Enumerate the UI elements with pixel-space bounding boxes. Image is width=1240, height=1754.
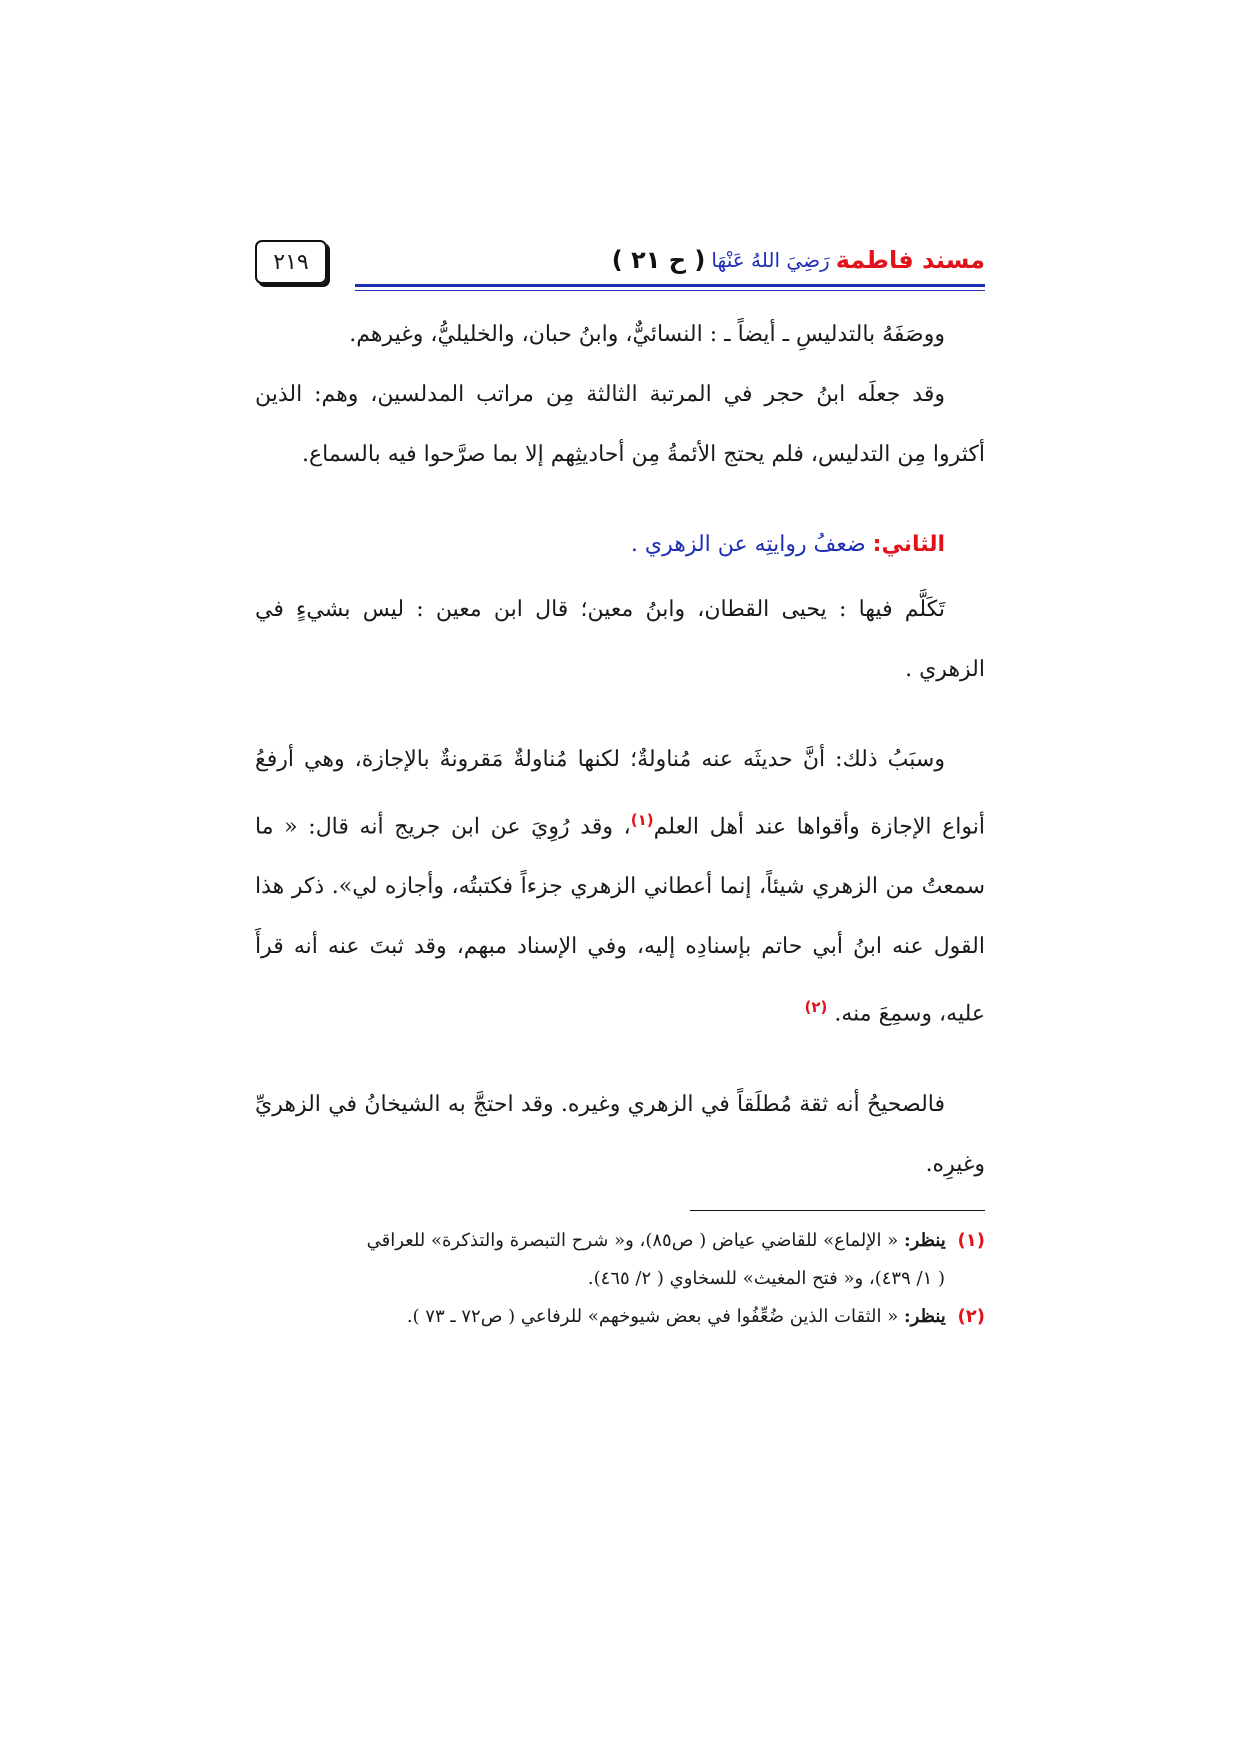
header-rule-thin — [355, 290, 985, 291]
footnote-marker[interactable]: (٢) — [804, 998, 828, 1017]
footnote-lead: ينظر: — [904, 1230, 946, 1251]
footnote-separator — [690, 1210, 985, 1211]
footnote-number: (٢) — [957, 1306, 985, 1327]
honorific: رَضِيَ اللهُ عَنْهَا — [711, 248, 830, 272]
page-number-box — [255, 240, 327, 284]
paragraph: ووصَفَهُ بالتدليسِ ـ أيضاً ـ : النسائيٌّ، وابنُ حبان، والخليليُّ، وغيرهم. — [349, 322, 945, 347]
running-header — [255, 240, 985, 290]
paragraph: وقد جعلَه ابنُ حجر في المرتبة الثالثة مِن مراتب المدلسين، وهم: الذين أكثروا مِن التدليس، فلم يحتج الأئمةُ مِن أحاديثِهم إلا بما صرَّحوا فيه بالسماع. — [255, 382, 985, 467]
footnote — [255, 1298, 985, 1336]
footnotes — [255, 1222, 985, 1336]
hadith-number: ( ح ٢١ ) — [611, 246, 706, 274]
section-title: ضعفُ روايتِه عن الزهري . — [630, 532, 866, 557]
section-label: الثاني: — [872, 532, 945, 557]
paragraph-text: ، وقد رُوِيَ عن ابن جريج أنه قال: « ما سمعتُ من الزهري شيئاً، إنما أعطاني الزهري جزءاً فكتبتُه، وأجازه لي». ذكر هذا القول عنه ابنُ أبي حاتم بإسنادِه إليه، وفي الإسناد مبهم، وقد ثبتَ عنه أنه قرأَ عليه، وسمِعَ منه. — [255, 814, 985, 1027]
footnote-continuation: ( ١/ ٤٣٩)، و« فتح المغيث» للسخاوي ( ٢/ ٤٦٥). — [587, 1268, 945, 1289]
header-rule — [355, 284, 985, 287]
paragraph: فالصحيحُ أنه ثقة مُطلَقاً في الزهري وغيره. وقد احتجَّ به الشيخانُ في الزهريِّ وغيرِه. — [255, 1091, 985, 1177]
footnote-number: (١) — [957, 1230, 985, 1251]
paragraph — [255, 730, 985, 1045]
paragraph: تَكَلَّم فيها : يحيى القطان، وابنُ معين؛ قال ابن معين : ليس بشيءٍ في الزهري . — [255, 597, 985, 682]
page-number: ٢١٩ — [273, 249, 309, 275]
footnote-text: « الثقات الذين ضُعِّفُوا في بعض شيوخهم» للرفاعي ( ص٧٢ ـ ٧٣ ). — [406, 1306, 899, 1327]
footnote-lead: ينظر: — [904, 1306, 946, 1327]
running-head — [612, 240, 985, 280]
footnote-marker[interactable]: (١) — [630, 811, 654, 829]
footnote — [255, 1222, 985, 1298]
paragraph-text: وسبَبُ ذلك: أنَّ حديثَه عنه مُناولةٌ؛ لكنها مُناولةٌ مَقرونةٌ بالإجازة، وهي أرفعُ أنواع الإجازة وأقواها عند أهل العلم — [255, 747, 985, 840]
section-heading — [255, 515, 985, 575]
book-title: مسند فاطمة — [835, 246, 985, 274]
main-text — [255, 305, 985, 1195]
footnote-text: « الإلماع» للقاضي عياض ( ص٨٥)، و« شرح التبصرة والتذكرة» للعراقي — [366, 1230, 899, 1251]
